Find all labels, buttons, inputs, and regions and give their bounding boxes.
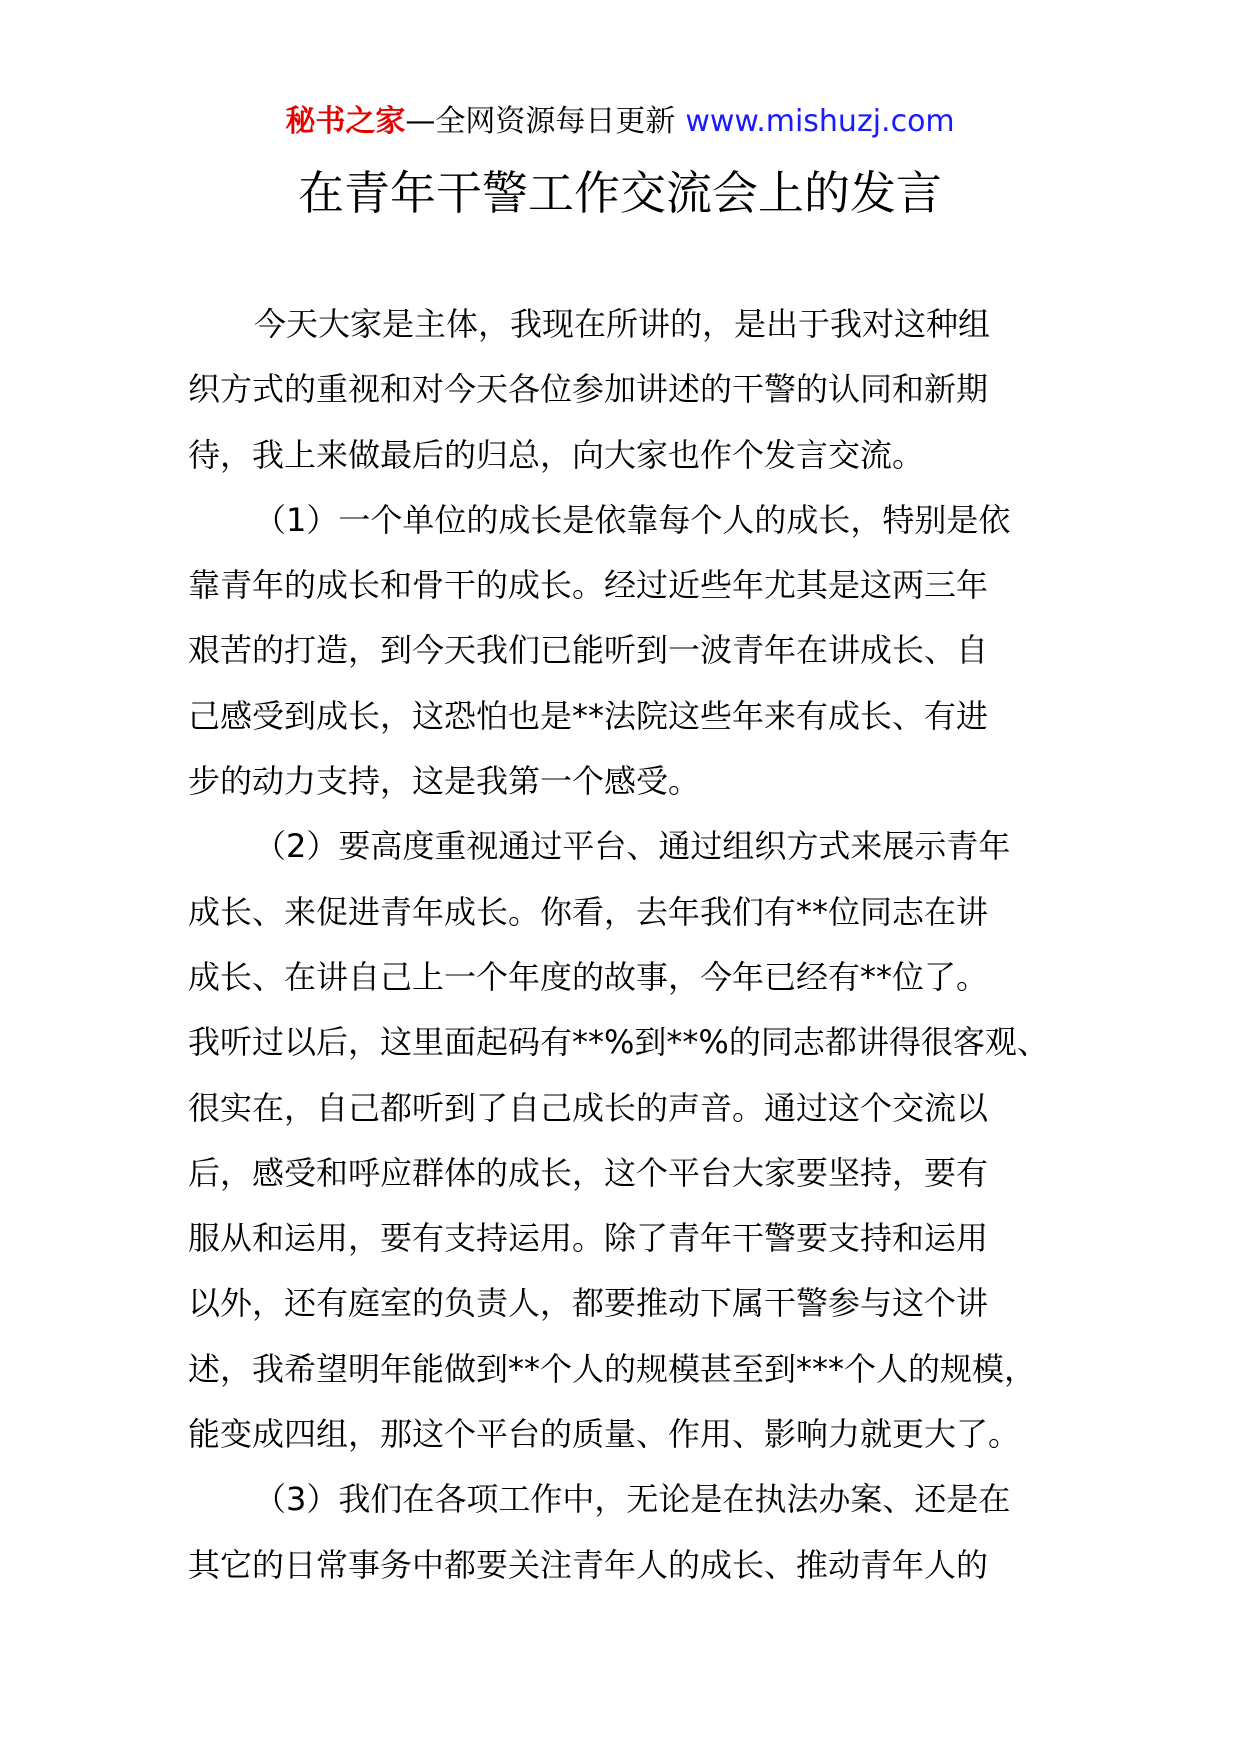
text-line: 织方式的重视和对今天各位参加讲述的干警的认同和新期 xyxy=(188,370,989,409)
site-url-link[interactable]: www.mishuzj.com xyxy=(685,104,955,139)
text-line: 很实在，自己都听到了自己成长的声音。通过这个交流以 xyxy=(188,1088,989,1127)
paragraph-point-2 xyxy=(188,814,1068,1467)
text-line: 后，感受和呼应群体的成长，这个平台大家要坚持，要有 xyxy=(188,1153,989,1192)
text-line: （1）一个单位的成长是依靠每个人的成长，特别是依 xyxy=(254,500,1011,539)
text-line: （3）我们在各项工作中，无论是在执法办案、还是在 xyxy=(254,1480,1011,1519)
document-body xyxy=(188,292,1068,1598)
text-line: 步的动力支持，这是我第一个感受。 xyxy=(188,762,701,801)
text-line: 己感受到成长，这恐怕也是**法院这些年来有成长、有进 xyxy=(188,696,989,735)
text-line: 成长、来促进青年成长。你看，去年我们有**位同志在讲 xyxy=(188,892,989,931)
paragraph-intro xyxy=(188,292,1068,488)
text-line: 今天大家是主体，我现在所讲的，是出于我对这种组 xyxy=(254,305,991,343)
site-tagline: —全网资源每日更新 xyxy=(405,104,676,139)
text-line: 靠青年的成长和骨干的成长。经过近些年尤其是这两三年 xyxy=(188,566,989,605)
site-header xyxy=(0,100,1240,144)
paragraph-point-1 xyxy=(188,488,1068,814)
text-line: 其它的日常事务中都要关注青年人的成长、推动青年人的 xyxy=(188,1545,989,1584)
text-line: （2）要高度重视通过平台、通过组织方式来展示青年 xyxy=(254,827,1011,866)
text-line: 艰苦的打造，到今天我们已能听到一波青年在讲成长、自 xyxy=(188,631,989,670)
text-line: 能变成四组，那这个平台的质量、作用、影响力就更大了。 xyxy=(188,1415,1021,1454)
site-brand: 秘书之家 xyxy=(285,104,406,139)
text-line: 成长、在讲自己上一个年度的故事，今年已经有**位了。 xyxy=(188,957,989,996)
text-line: 述，我希望明年能做到**个人的规模甚至到***个人的规模， xyxy=(188,1349,1037,1388)
paragraph-point-3 xyxy=(188,1467,1068,1598)
text-line: 服从和运用，要有支持运用。除了青年干警要支持和运用 xyxy=(188,1219,989,1258)
text-line: 待，我上来做最后的归总，向大家也作个发言交流。 xyxy=(188,435,925,474)
text-line: 以外，还有庭室的负责人，都要推动下属干警参与这个讲 xyxy=(188,1284,989,1323)
document-title: 在青年干警工作交流会上的发言 xyxy=(298,166,942,220)
text-line: 我听过以后，这里面起码有**%到**%的同志都讲得很客观、 xyxy=(188,1023,1049,1062)
